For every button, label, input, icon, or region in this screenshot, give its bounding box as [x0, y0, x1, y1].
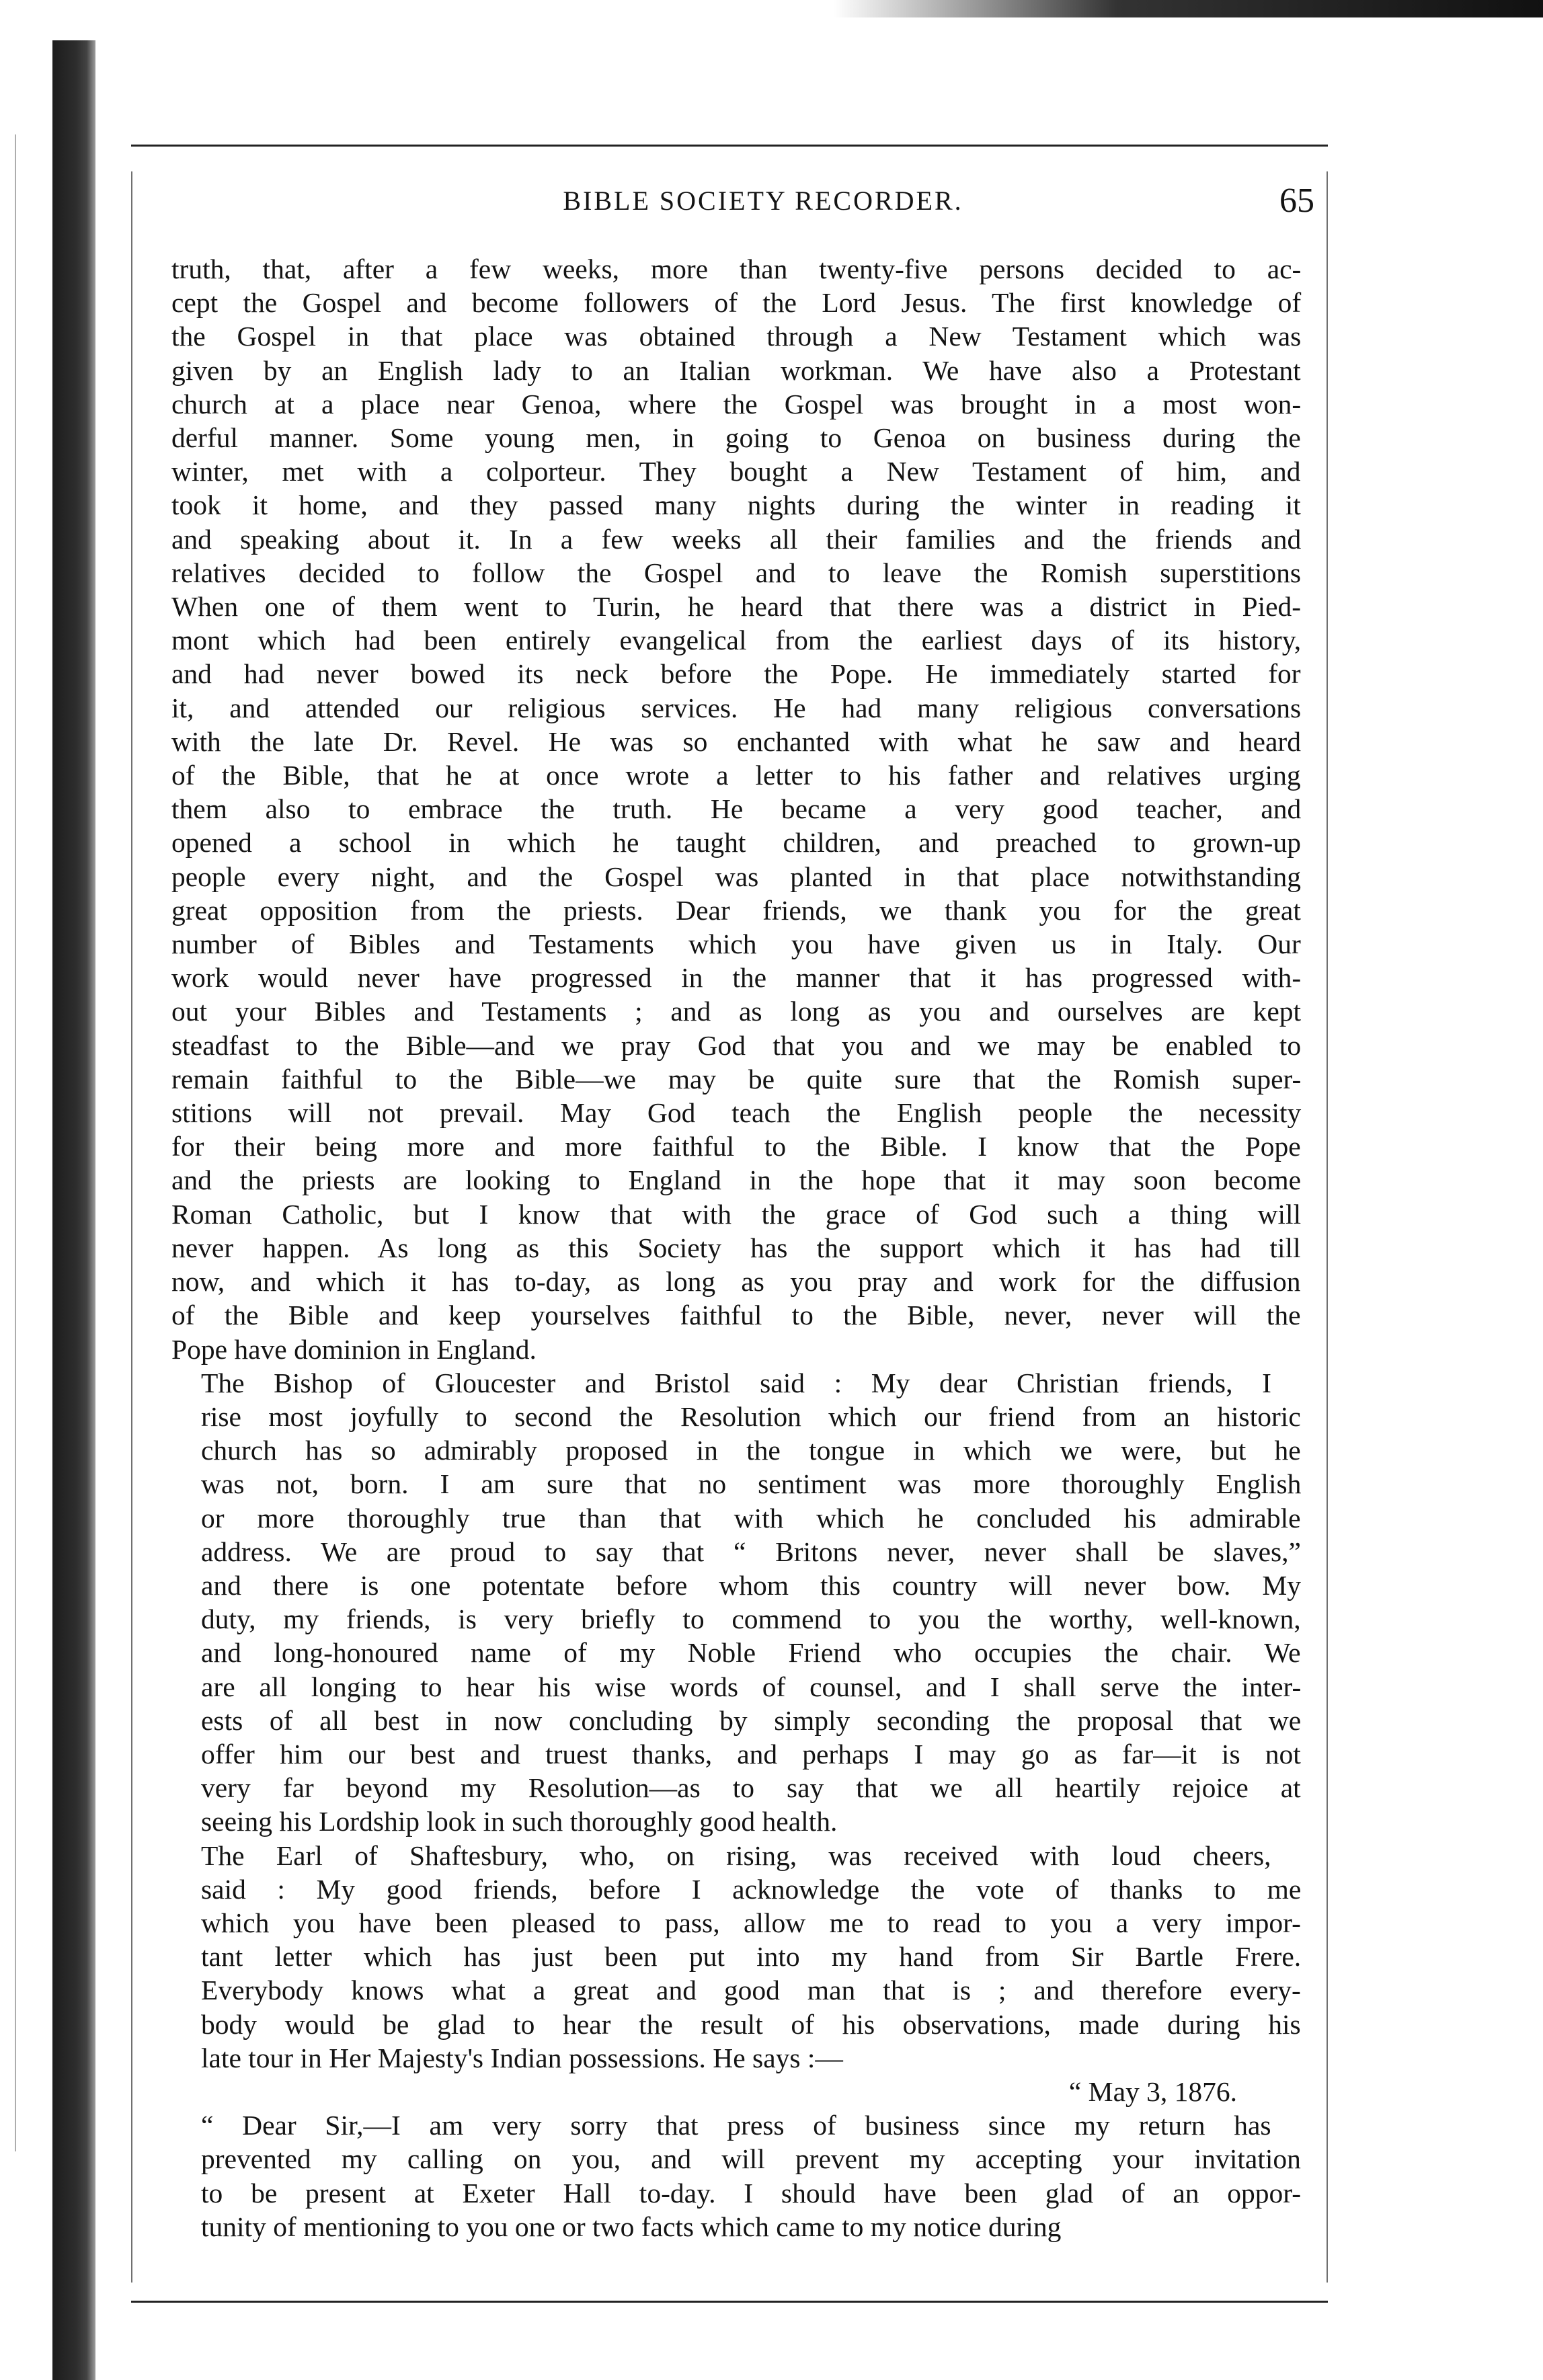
- text-line: church has so admirably proposed in the tongue in which we were, but he: [201, 1435, 1301, 1466]
- scan-margin-line: [15, 134, 16, 2151]
- text-line: said : My good friends, before I acknowledge the vote of thanks to me: [201, 1873, 1302, 1905]
- text-line: and there is one potentate before whom this country will never bow. My: [201, 1569, 1302, 1601]
- text-line: was not, born. I am sure that no sentiment was more thoroughly English: [201, 1468, 1302, 1500]
- text-line: and long-honoured name of my Noble Friend who occupies the chair. We: [201, 1637, 1301, 1669]
- text-line: given by an English lady to an Italian workman. We have also a Protestant: [171, 354, 1301, 386]
- bottom-rule: [131, 2301, 1328, 2303]
- text-line: which you have been pleased to pass, allow me to read to you a very impor-: [201, 1907, 1301, 1938]
- text-line: remain faithful to the Bible—we may be quite sure that the Romish super-: [171, 1063, 1302, 1095]
- text-line: them also to embrace the truth. He became a very good teacher, and: [171, 793, 1302, 825]
- text-line: tant letter which has just been put into my hand from Sir Bartle Frere.: [201, 1941, 1302, 1973]
- text-line: with the late Dr. Revel. He was so enchanted with what he saw and heard: [171, 725, 1301, 757]
- text-line: to be present at Exeter Hall to-day. I should have been glad of an oppor-: [201, 2177, 1302, 2209]
- text-line: tunity of mentioning to you one or two facts which came to my notice during: [201, 2211, 1062, 2242]
- scan-top-edge: [834, 0, 1543, 17]
- text-line: winter, met with a colporteur. They bought a New Testament of him, and: [171, 456, 1301, 487]
- text-line: body would be glad to hear the result of his observations, made during his: [201, 2008, 1301, 2040]
- text-line: very far beyond my Resolution—as to say that we all heartily rejoice at: [201, 1772, 1301, 1804]
- running-head: [212, 182, 1314, 232]
- text-line: truth, that, after a few weeks, more than twenty-five persons decided to ac-: [171, 253, 1302, 284]
- text-line: for their being more and more faithful to the Bible. I know that the Pope: [171, 1131, 1301, 1162]
- text-line: of the Bible and keep yourselves faithful to the Bible, never, never will the: [171, 1300, 1301, 1331]
- letter-paragraph: [171, 2108, 1301, 2244]
- text-line: great opposition from the priests. Dear friends, we thank you for the great: [171, 894, 1301, 926]
- text-line: late tour in Her Majesty's Indian possessions. He says :—: [201, 2042, 843, 2073]
- text-line: of the Bible, that he at once wrote a letter to his father and relatives urging: [171, 760, 1301, 791]
- running-title: BIBLE SOCIETY RECORDER.: [563, 186, 963, 216]
- letter-dateline: “ May 3, 1876.: [1068, 2075, 1237, 2107]
- text-line: work would never have progressed in the manner that it has progressed with-: [171, 962, 1302, 994]
- text-line: “ Dear Sir,—I am very sorry that press of business since my return has: [201, 2110, 1271, 2141]
- text-line: ests of all best in now concluding by simply seconding the proposal that we: [201, 1704, 1302, 1736]
- text-line: prevented my calling on you, and will prevent my accepting your invitation: [201, 2143, 1301, 2175]
- text-line: seeing his Lordship look in such thoroughly good health.: [201, 1806, 838, 1837]
- text-line: never happen. As long as this Society has the support which it has had till: [171, 1232, 1301, 1263]
- text-line: are all longing to hear his wise words of counsel, and I shall serve the inter-: [201, 1671, 1302, 1702]
- text-line: The Earl of Shaftesbury, who, on rising, was received with loud cheers,: [201, 1839, 1271, 1871]
- text-line: now, and which it has to-day, as long as you pray and work for the diffusion: [171, 1266, 1301, 1298]
- text-line: The Bishop of Gloucester and Bristol said : My dear Christian friends, I: [201, 1367, 1271, 1398]
- left-rule: [131, 171, 132, 2283]
- text-line: Roman Catholic, but I know that with the grace of God such a thing will: [171, 1198, 1302, 1230]
- text-line: offer him our best and truest thanks, and perhaps I may go as far—it is not: [201, 1738, 1301, 1770]
- text-line: and the priests are looking to England in the hope that it may soon become: [171, 1164, 1302, 1196]
- paragraph: [171, 1839, 1301, 2075]
- top-rule: [131, 145, 1328, 147]
- article-body: [171, 252, 1301, 2244]
- text-line: it, and attended our religious services. He had many religious conversations: [171, 692, 1302, 723]
- paragraph: [171, 1366, 1301, 1839]
- text-line: the Gospel in that place was obtained through a New Testament which was: [171, 321, 1302, 352]
- page-number: 65: [1279, 182, 1314, 220]
- page: [131, 145, 1328, 2303]
- scan-binding-edge: [52, 40, 95, 2380]
- text-line: and had never bowed its neck before the Pope. He immediately started for: [171, 658, 1301, 690]
- text-line: duty, my friends, is very briefly to commend to you the worthy, well-known,: [201, 1603, 1301, 1635]
- text-line: or more thoroughly true than that with which he concluded his admirable: [201, 1502, 1301, 1534]
- text-line: mont which had been entirely evangelical from the earliest days of its history,: [171, 625, 1302, 656]
- text-line: When one of them went to Turin, he heard that there was a district in Pied-: [171, 591, 1302, 623]
- text-line: Everybody knows what a great and good man that is ; and therefore every-: [201, 1975, 1301, 2006]
- text-line: steadfast to the Bible—and we pray God that you and we may be enabled to: [171, 1029, 1302, 1061]
- text-line: people every night, and the Gospel was planted in that place notwithstanding: [171, 861, 1301, 892]
- text-line: derful manner. Some young men, in going to Genoa on business during the: [171, 422, 1301, 454]
- text-line: rise most joyfully to second the Resolution which our friend from an historic: [201, 1400, 1301, 1432]
- text-line: took it home, and they passed many nights during the winter in reading it: [171, 489, 1301, 521]
- paragraph: [171, 252, 1301, 1366]
- text-line: and speaking about it. In a few weeks all their families and the friends and: [171, 523, 1302, 555]
- text-line: church at a place near Genoa, where the Gospel was brought in a most won-: [171, 388, 1302, 420]
- text-line: out your Bibles and Testaments ; and as long as you and ourselves are kept: [171, 996, 1302, 1027]
- right-rule: [1327, 171, 1328, 2283]
- text-line: relatives decided to follow the Gospel and to leave the Romish superstitions: [171, 557, 1302, 588]
- text-line: number of Bibles and Testaments which you have given us in Italy. Our: [171, 928, 1301, 960]
- text-line: opened a school in which he taught children, and preached to grown-up: [171, 827, 1301, 859]
- text-line: stitions will not prevail. May God teach the English people the necessity: [171, 1097, 1302, 1129]
- text-line: cept the Gospel and become followers of the Lord Jesus. The first knowledge of: [171, 287, 1302, 319]
- text-line: Pope have dominion in England.: [171, 1333, 537, 1365]
- text-line: address. We are proud to say that “ Britons never, never shall be slaves,”: [201, 1536, 1301, 1567]
